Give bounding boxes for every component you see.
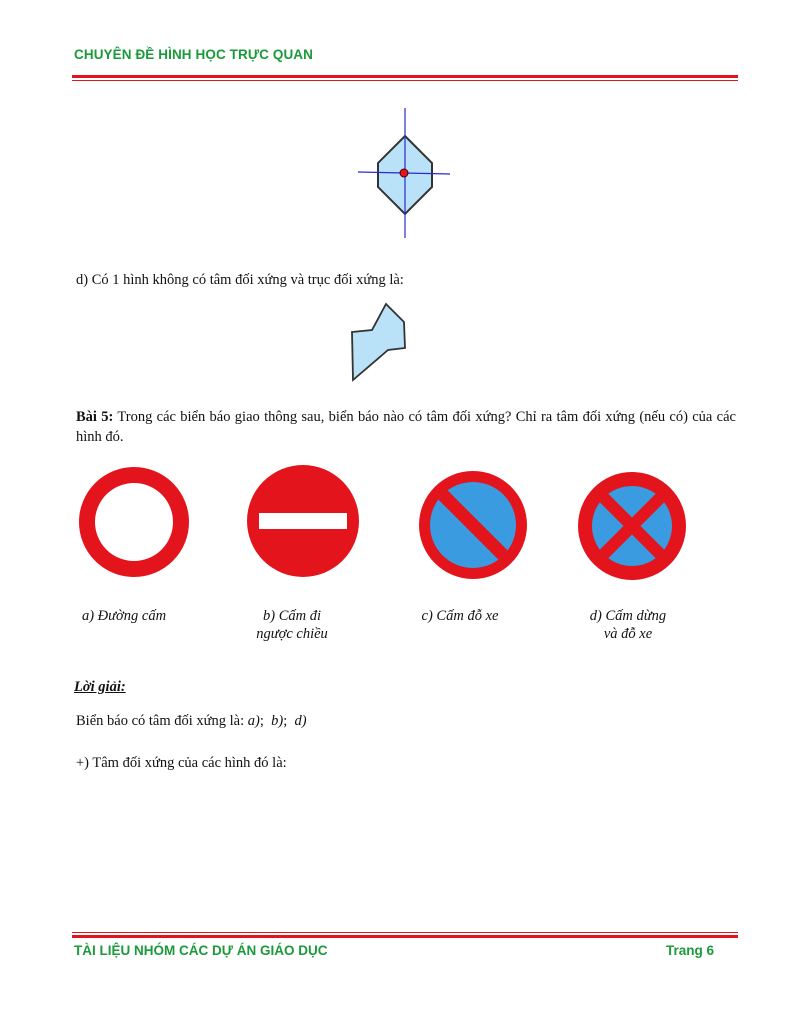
sign-a-caption: a) Đường cấm [81,608,167,624]
sign-b-caption: b) Cấm đi ngược chiều [256,608,328,642]
no-entry-ring-sign-icon [76,464,192,580]
sign-c-caption: c) Cấm đỗ xe [421,608,499,624]
answer-d: d) [294,713,307,729]
footer-left-text: TÀI LIỆU NHÓM CÁC DỰ ÁN GIÁO DỤC [74,943,328,958]
part-d-text: d) Có 1 hình không có tâm đối xứng và trục đối xứng là: [76,272,404,288]
exercise-label: Bài 5: [76,409,114,425]
answer-a: a) [247,713,260,729]
page-header-title: CHUYÊN ĐỀ HÌNH HỌC TRỰC QUAN [74,47,314,62]
exercise-5-prompt [76,407,736,447]
solution-heading: Lời giải: [74,679,126,695]
footer-rule-thick [72,935,738,938]
no-stopping-sign-icon [576,470,690,584]
asymmetric-shape-figure [346,300,410,384]
header-rule-thick [72,75,738,78]
exercise-text: Trong các biển báo giao thông sau, biển báo nào có tâm đối xứng? Chỉ ra tâm đối xứng (nếu có) của các hình đó. [76,409,736,445]
no-parking-sign-icon [416,470,530,584]
solution-line-2: +) Tâm đối xứng của các hình đó là: [76,755,287,771]
page-number: Trang 6 [665,943,714,958]
answer-b: b) [271,713,284,729]
hexagon-symmetry-figure [354,106,454,240]
solution-line-1: Biển báo có tâm đối xứng là: a); b); d) [76,713,307,729]
header-rule-thin [72,80,738,81]
sign-d-caption: d) Cấm dừng và đỗ xe [589,608,667,642]
footer-rule-thin [72,932,738,933]
no-entry-bar-sign-icon [246,464,362,580]
